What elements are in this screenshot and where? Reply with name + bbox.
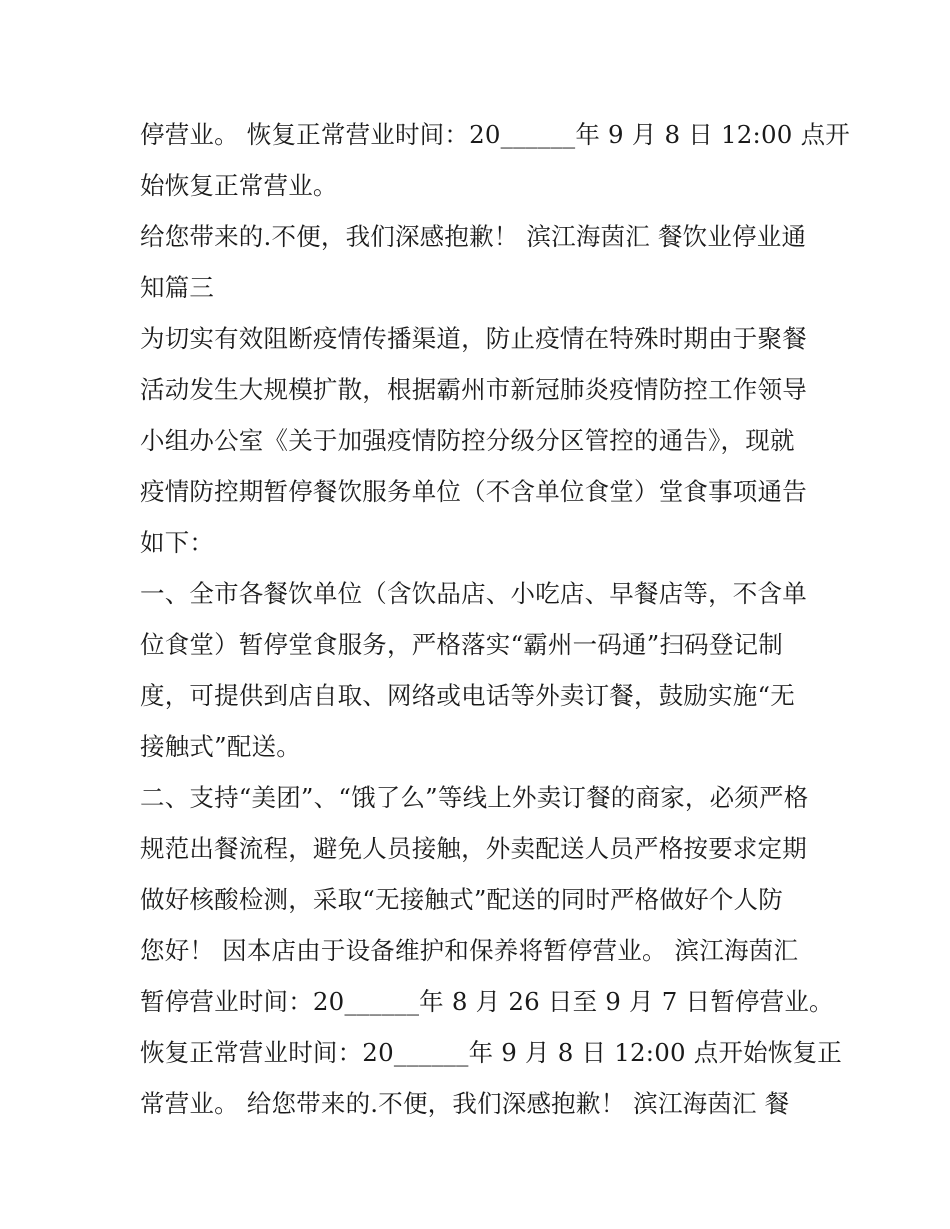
text-line: 规范出餐流程，避免人员接触，外卖配送人员严格按要求定期: [140, 834, 807, 863]
text-line: 知篇三: [140, 273, 215, 302]
text-line: 度，可提供到店自取、网络或电话等外卖订餐，鼓励实施“无: [140, 681, 795, 710]
text-line: 接触式”配送。: [140, 732, 301, 761]
text-line: 如下：: [140, 528, 215, 557]
text-line: 停营业。 恢复正常营业时间：20______年 9 月 8 日 12:00 点开: [140, 120, 850, 149]
text-line: 一、全市各餐饮单位（含饮品店、小吃店、早餐店等，不含单: [140, 579, 807, 608]
text-line: 做好核酸检测，采取“无接触式”配送的同时严格做好个人防: [140, 885, 783, 914]
text-line: 小组办公室《关于加强疫情防控分级分区管控的通告》，现就: [140, 426, 795, 455]
text-line: 给您带来的.不便，我们深感抱歉！ 滨江海茵汇 餐饮业停业通: [140, 222, 807, 251]
text-line: 位食堂）暂停堂食服务，严格落实“霸州一码通”扫码登记制: [140, 630, 783, 659]
text-line: 活动发生大规模扩散，根据霸州市新冠肺炎疫情防控工作领导: [140, 375, 807, 404]
text-line: 暂停营业时间：20______年 8 月 26 日至 9 月 7 日暂停营业。: [140, 987, 834, 1016]
text-line: 您好！ 因本店由于设备维护和保养将暂停营业。 滨江海茵汇: [140, 936, 799, 965]
text-line: 始恢复正常营业。: [140, 171, 338, 200]
document-body: [140, 109, 850, 1129]
text-line: 常营业。 给您带来的.不便，我们深感抱歉！ 滨江海茵汇 餐: [140, 1089, 790, 1118]
text-line: 恢复正常营业时间：20______年 9 月 8 日 12:00 点开始恢复正: [140, 1038, 842, 1067]
text-line: 二、支持“美团”、“饿了么”等线上外卖订餐的商家，必须严格: [140, 783, 809, 812]
text-line: 疫情防控期暂停餐饮服务单位（不含单位食堂）堂食事项通告: [140, 477, 807, 506]
text-line: 为切实有效阻断疫情传播渠道，防止疫情在特殊时期由于聚餐: [140, 324, 807, 353]
